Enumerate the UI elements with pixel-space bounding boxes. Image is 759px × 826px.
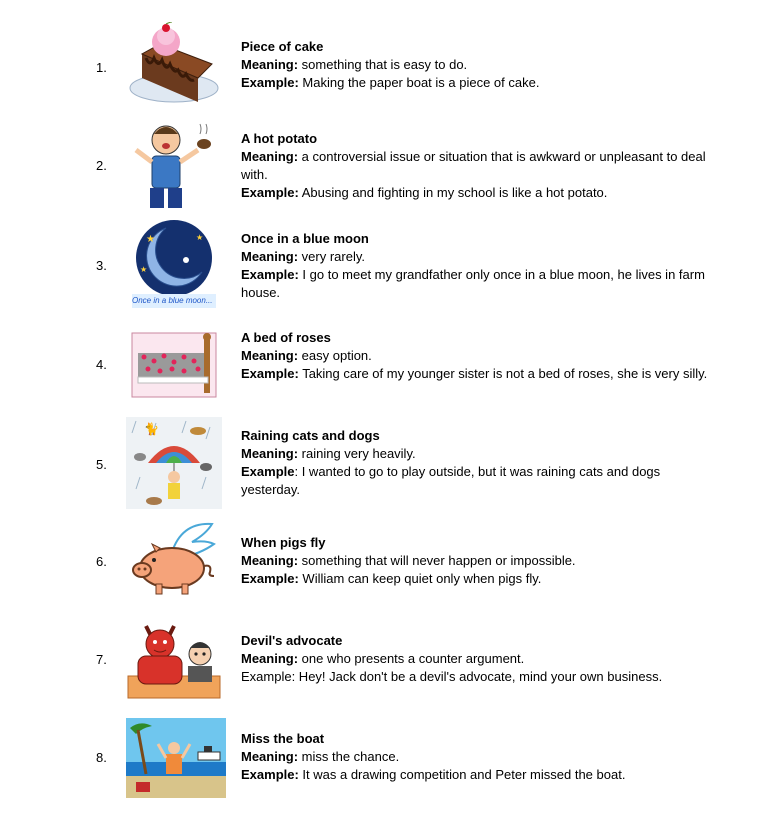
item-number: 6. bbox=[96, 554, 107, 569]
idiom-title: Devil's advocate bbox=[241, 633, 343, 648]
example-label: Example: bbox=[241, 366, 299, 381]
idiom-example bbox=[241, 668, 711, 686]
flying-pig-icon bbox=[126, 522, 222, 598]
meaning-label: Meaning: bbox=[241, 553, 299, 568]
item-number: 7. bbox=[96, 652, 107, 667]
meaning-label: Meaning: bbox=[241, 651, 299, 666]
item-number: 1. bbox=[96, 60, 107, 75]
item-number: 5. bbox=[96, 457, 107, 472]
example-label: Example: bbox=[241, 767, 299, 782]
meaning-label: Meaning: bbox=[241, 749, 299, 764]
idiom-title: A bed of roses bbox=[241, 330, 331, 345]
meaning-label: Meaning: bbox=[241, 149, 299, 164]
meaning-label: Meaning: bbox=[241, 348, 299, 363]
svg-text:★: ★ bbox=[140, 265, 148, 274]
idiom-meaning bbox=[241, 347, 711, 365]
meaning-text: easy option. bbox=[298, 348, 372, 363]
idiom-title: A hot potato bbox=[241, 131, 318, 146]
meaning-text: a controversial issue or situation that is awkward or unpleasant to deal with. bbox=[241, 149, 706, 182]
devil-advocate-icon bbox=[126, 616, 222, 702]
idiom-title: Once in a blue moon bbox=[241, 231, 369, 246]
meaning-label: Meaning: bbox=[241, 446, 299, 461]
meaning-text: something that is easy to do. bbox=[298, 57, 468, 72]
idiom-example bbox=[241, 74, 711, 92]
hot-potato-man-icon bbox=[126, 120, 222, 212]
example-label: Example: bbox=[241, 185, 299, 200]
idiom-example bbox=[241, 365, 711, 383]
bed-of-roses-icon bbox=[126, 327, 222, 403]
idiom-title: Raining cats and dogs bbox=[241, 428, 380, 443]
item-number: 3. bbox=[96, 258, 107, 273]
example-text: Taking care of my younger sister is not a bed of roses, she is very silly. bbox=[298, 366, 708, 381]
meaning-text: very rarely. bbox=[298, 249, 365, 264]
example-text: Example: Hey! Jack don't be a devil's advocate, mind your own business. bbox=[241, 669, 663, 684]
example-text: William can keep quiet only when pigs fly. bbox=[298, 571, 542, 586]
item-number: 8. bbox=[96, 750, 107, 765]
idiom-title: Miss the boat bbox=[241, 731, 325, 746]
raining-cats-dogs-icon bbox=[126, 417, 222, 509]
svg-text:★: ★ bbox=[146, 234, 155, 245]
idiom-meaning bbox=[241, 650, 711, 668]
example-label: Example bbox=[241, 464, 295, 479]
meaning-text: raining very heavily. bbox=[298, 446, 416, 461]
idiom-example bbox=[241, 766, 711, 784]
meaning-text: miss the chance. bbox=[298, 749, 400, 764]
idiom-title: Piece of cake bbox=[241, 39, 324, 54]
example-label: Example: bbox=[241, 571, 299, 586]
meaning-text: one who presents a counter argument. bbox=[298, 651, 525, 666]
meaning-label: Meaning: bbox=[241, 57, 299, 72]
idiom-meaning bbox=[241, 148, 711, 184]
svg-text:🐈: 🐈 bbox=[144, 422, 159, 436]
idiom-example bbox=[241, 570, 711, 588]
svg-text:★: ★ bbox=[196, 233, 204, 242]
meaning-label: Meaning: bbox=[241, 249, 299, 264]
example-text: I go to meet my grandfather only once in a blue moon, he lives in farm house. bbox=[241, 267, 705, 300]
cake-slice-icon bbox=[126, 22, 222, 104]
idiom-meaning bbox=[241, 748, 711, 766]
idiom-meaning bbox=[241, 445, 711, 463]
idiom-title: When pigs fly bbox=[241, 535, 326, 550]
idiom-example bbox=[241, 463, 711, 499]
image-caption: Once in a blue moon... bbox=[132, 296, 213, 305]
idiom-example bbox=[241, 184, 711, 202]
example-text: Making the paper boat is a piece of cake. bbox=[298, 75, 540, 90]
item-number: 2. bbox=[96, 158, 107, 173]
meaning-text: something that will never happen or impossible. bbox=[298, 553, 576, 568]
item-number: 4. bbox=[96, 357, 107, 372]
example-text: It was a drawing competition and Peter missed the boat. bbox=[298, 767, 626, 782]
missed-boat-icon bbox=[126, 718, 226, 798]
idiom-meaning bbox=[241, 552, 711, 570]
idiom-example bbox=[241, 266, 711, 302]
example-label: Example: bbox=[241, 75, 299, 90]
example-text: : I wanted to go to play outside, but it was raining cats and dogs yesterday. bbox=[241, 464, 661, 497]
example-text: Abusing and fighting in my school is like a hot potato. bbox=[298, 185, 608, 200]
idiom-meaning bbox=[241, 248, 711, 266]
example-label: Example: bbox=[241, 267, 299, 282]
idiom-meaning bbox=[241, 56, 711, 74]
blue-moon-icon bbox=[126, 220, 222, 312]
